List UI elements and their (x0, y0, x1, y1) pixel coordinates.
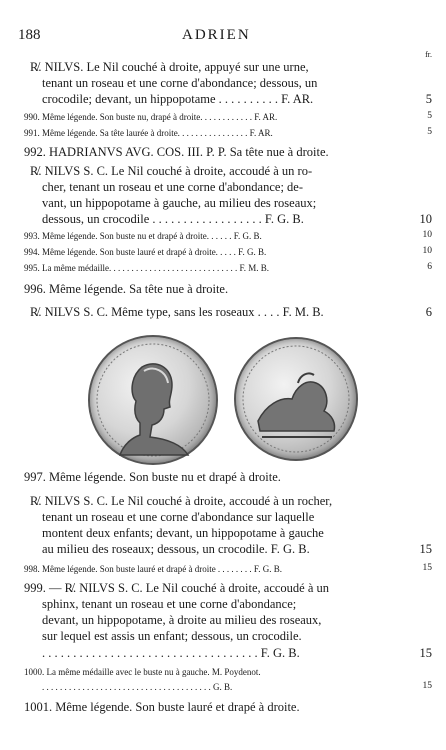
entry-value: 5 (427, 111, 432, 121)
entry-reverse-line: R̸. NILVS S. C. Même type, sans les roseaux . . . . F. M. B. (30, 305, 324, 319)
entry-reverse-line: tenant un roseau et une corne d'abondance; dessous, un (42, 76, 318, 90)
entry-992: 992. HADRIANVS AVG. COS. III. P. P. Sa tête nue à droite. (24, 145, 329, 159)
currency-column-label: fr. (425, 50, 432, 59)
entry-998: 998. Même légende. Son buste lauré et drapé à droite . . . . . . . . F. G. B. (24, 564, 282, 574)
entry-1000-continuation: . . . . . . . . . . . . . . . . . . . . . . . . . . . . . . . . . . . . . . G. B. (42, 682, 233, 692)
coin-reverse-image (234, 337, 358, 461)
entry-reverse-line: dessous, un crocodile . . . . . . . . . . . . . . . . . . F. G. B. (42, 212, 304, 226)
nile-god-icon (236, 339, 356, 459)
entry-value: 10 (419, 212, 432, 226)
entry-997: 997. Même légende. Son buste nu et drapé à droite. (24, 470, 281, 484)
entry-value: 10 (422, 246, 432, 256)
entry-999: 999. — R̸. NILVS S. C. Le Nil couché à droite, accoudé à un (24, 581, 330, 595)
page-number: 188 (18, 27, 41, 43)
entry-994: 994. Même légende. Son buste lauré et drapé à droite. . . . . F. G. B. (24, 247, 267, 257)
entry-value: 15 (422, 563, 432, 573)
entry-reverse-line: tenant un roseau et une corne d'abondance sur laquelle (42, 510, 315, 524)
running-title: ADRIEN (182, 27, 251, 43)
entry-value: 15 (419, 542, 432, 556)
coin-obverse-image (88, 335, 218, 465)
entry-reverse-line: R̸. NILVS S. C. Le Nil couché à droite, accoudé à un rocher, (30, 494, 333, 508)
hadrian-bust-icon (90, 337, 216, 463)
entry-996: 996. Même légende. Sa tête nue à droite. (24, 282, 229, 296)
entry-1001: 1001. Même légende. Son buste lauré et drapé à droite. (24, 700, 300, 714)
entry-reverse-line: montent deux enfants; devant, un hippopotame à gauche (42, 526, 324, 540)
entry-995: 995. La même médaille. . . . . . . . . . . . . . . . . . . . . . . . . . . . . F. M. B. (24, 263, 270, 273)
entry-value: 5 (425, 92, 432, 106)
entry-value: 15 (422, 681, 432, 691)
entry-reverse-line: cher, tenant un roseau et une corne d'abondance; de- (42, 180, 304, 194)
entry-reverse-line: au milieu des roseaux; dessous, un crocodile. F. G. B. (42, 542, 310, 556)
entry-value: 6 (425, 305, 432, 319)
entry-reverse-line: R̸. NILVS. Le Nil couché à droite, appuyé sur une urne, (30, 60, 309, 74)
entry-reverse-line: sur lequel est assis un enfant; dessous, un crocodile. (42, 629, 302, 643)
entry-991: 991. Même légende. Sa tête laurée à droite. . . . . . . . . . . . . . . . F. AR. (24, 128, 273, 138)
entry-993: 993. Même légende. Son buste nu et drapé à droite. . . . . . F. G. B. (24, 231, 262, 241)
entry-reverse-line: crocodile; devant, un hippopotame . . . . . . . . . . F. AR. (42, 92, 314, 106)
entry-value: 15 (419, 646, 432, 660)
entry-reverse-line: sphinx, tenant un roseau et une corne d'abondance; (42, 597, 297, 611)
entry-1000: 1000. La même médaille avec le buste nu à gauche. M. Poydenot. (24, 667, 261, 677)
entry-reverse-line: R̸. NILVS S. C. Le Nil couché à droite, accoudé à un ro- (30, 164, 313, 178)
entry-reverse-line: devant, un hippopotame, à droite au milieu des roseaux, (42, 613, 322, 627)
entry-value: 10 (422, 230, 432, 240)
entry-reverse-line: vant, un hippopotame à gauche, au milieu des roseaux; (42, 196, 317, 210)
entry-reverse-line: . . . . . . . . . . . . . . . . . . . . . . . . . . . . . . . . . . . F. G. B. (42, 646, 300, 660)
entry-990: 990. Même légende. Son buste nu, drapé à droite. . . . . . . . . . . . F. AR. (24, 112, 278, 122)
entry-value: 5 (427, 127, 432, 137)
entry-value: 6 (427, 262, 432, 272)
